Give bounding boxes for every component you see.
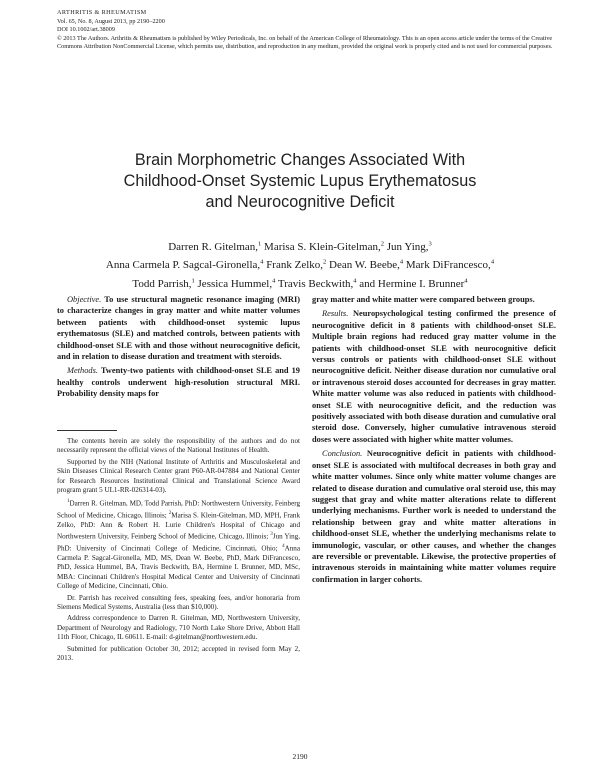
footnote-correspondence: Address correspondence to Darren R. Gitelman, MD, Northwestern University, Department of Neurology and Radiology, 710 North Lake Shore Drive, Abbott Hall 11th Floor, Chicago, IL 60611. E-mail: d-gitelman@northwestern.edu. xyxy=(57,614,300,642)
abstract-left-column xyxy=(57,294,300,403)
author: and Hermine I. Brunner$^4$ xyxy=(359,277,468,290)
author: Mark DiFrancesco,$^4$ xyxy=(405,258,495,272)
author: Dean W. Beebe,$^4$ xyxy=(329,258,404,272)
title-line: Childhood-Onset Systemic Lupus Erythematosus xyxy=(123,172,477,190)
footnote-disclosure: Dr. Parrish has received consulting fees, speaking fees, and/or honoraria from Siemens Medical Systems, Australia (less than $10,000). xyxy=(57,593,300,611)
section-heading: Methods. xyxy=(67,366,98,376)
title-line: and Neurocognitive Deficit xyxy=(205,193,395,211)
article-header xyxy=(57,9,557,52)
author: Marisa S. Klein-Gitelman,$^2$ xyxy=(264,240,384,253)
author: Jessica Hummel,$^4$ xyxy=(197,277,276,290)
author-list xyxy=(72,236,528,292)
page-number: 2190 xyxy=(292,752,308,761)
footnote-support: Supported by the NIH (National Institute of Arthritis and Musculoskeletal and Skin Diseases Clinical Research Center grant P60-AR-047884 and National Center for Research Resources Institutional Clinical and Translational Science Award program grant 5 UL1-RR-026314-03). xyxy=(57,457,300,495)
doi: DOI 10.1002/art.38009 xyxy=(57,26,115,34)
volume-info: Vol. 65, No. 8, August 2013, pp 2190–2200 xyxy=(57,17,165,25)
abstract-right-column xyxy=(312,294,556,588)
section-heading: Conclusion. xyxy=(322,449,363,459)
copyright-notice: © 2013 The Authors. Arthritis & Rheumatism is published by Wiley Periodicals, Inc. on behalf of the American College of Rheumatology. This is an open access article under the terms of the Creative Commons Attribution NonCommercial License, which permits use, distribution, and reproduction in any medium, provided the original work is properly cited and is not used for commercial purposes. xyxy=(57,34,553,51)
section-heading: Results. xyxy=(322,309,349,319)
journal-name: ARTHRITIS & RHEUMATISM xyxy=(57,9,147,16)
abstract-conclusion: Conclusion. Neurocognitive deficit in patients with childhood-onset SLE is associated with multifocal decreases in both gray and white matter volumes. Since only white matter volume changes are related to disease duration and cumulative oral steroid use, this may suggest that gray and white matter alterations relate to different underlying mechanisms. Further work is needed to understand the relationship between gray and white matter alterations in childhood-onset SLE, whether the underlying mechanisms relate to immunologic, vascular, or other causes, and whether the changes are reversible or preventable. Likewise, the protective properties of intravenous steroids in maintaining white matter volumes require confirmation in larger cohorts. xyxy=(312,449,556,584)
author: Todd Parrish,$^1$ xyxy=(132,277,195,290)
abstract-methods-continued: gray matter and white matter were compared between groups. xyxy=(312,295,535,304)
author: Anna Carmela P. Sagcal-Gironella,$^4$ xyxy=(105,258,264,272)
footnote-affiliations: $^1$Darren R. Gitelman, MD, Todd Parrish, PhD: Northwestern University, Feinberg School of Medicine, Chicago, Illinois; $^2$Marisa S. Klein-Gitelman, MD, MPH, Frank Zelko, PhD: Ann & Robert H. Lurie Children's Hospital of Chicago and Northwestern University, Feinberg School of Medicine, Chicago, Illinois; $^3$Jun Ying, PhD: University of Cincinnati College of Medicine, Cincinnati, Ohio; $^4$Anna Carmela P. Sagcal-Gironella, MD, MS, Dean W. Beebe, PhD, Mark DiFrancesco, PhD, Jessica Hummel, BA, Travis Beckwith, BA, Hermine I. Brunner, MD, MSc, MBA: Cincinnati Children's Hospital Medical Center and University of Cincinnati College of Medicine, Cincinnati, Ohio. xyxy=(57,499,301,591)
author: Travis Beckwith,$^4$ xyxy=(277,277,357,290)
abstract-methods: Methods. Twenty-two patients with childhood-onset SLE and 19 healthy controls underwent high-resolution structural MRI. Probability density maps for xyxy=(57,366,300,399)
footnote-disclaimer: The contents herein are solely the responsibility of the authors and do not necessarily represent the official views of the National Institutes of Health. xyxy=(57,437,300,455)
article-title xyxy=(60,150,540,213)
author: Darren R. Gitelman,$^1$ xyxy=(168,240,262,253)
title-line: Brain Morphometric Changes Associated With xyxy=(134,151,466,169)
footnotes xyxy=(57,437,300,665)
footnote-divider xyxy=(57,430,117,431)
author: Frank Zelko,$^2$ xyxy=(266,258,327,272)
section-heading: Objective. xyxy=(67,295,102,304)
abstract-objective: Objective. To use structural magnetic resonance imaging (MRI) to characterize changes in gray matter and white matter volumes between patients with childhood-onset systemic lupus erythematosus (SLE) and matched controls, between patients with childhood-onset SLE with and those without neurocognitive deficit, and in relation to disease duration and treatment with steroids. xyxy=(57,295,300,362)
abstract-results: Results. Neuropsychological testing confirmed the presence of neurocognitive deficit in 8 patients with childhood-onset SLE. Multiple brain regions had reduced gray matter volume in the patients with childhood-onset SLE with neurocognitive deficit versus controls or patients with childhood-onset SLE without neurocognitive deficit. Neither disease duration nor cumulative oral or intravenous steroid doses accounted for decreases in gray matter. White matter volume was also reduced in patients with childhood-onset SLE with neurocognitive deficit, and the reduction was positively associated with both disease duration and cumulative oral steroid dose. Conversely, higher cumulative intravenous steroid doses were associated with higher white matter volumes. xyxy=(312,309,557,444)
author: Jun Ying,$^3$ xyxy=(386,240,432,253)
footnote-submitted: Submitted for publication October 30, 2012; accepted in revised form May 2, 2013. xyxy=(57,644,300,662)
